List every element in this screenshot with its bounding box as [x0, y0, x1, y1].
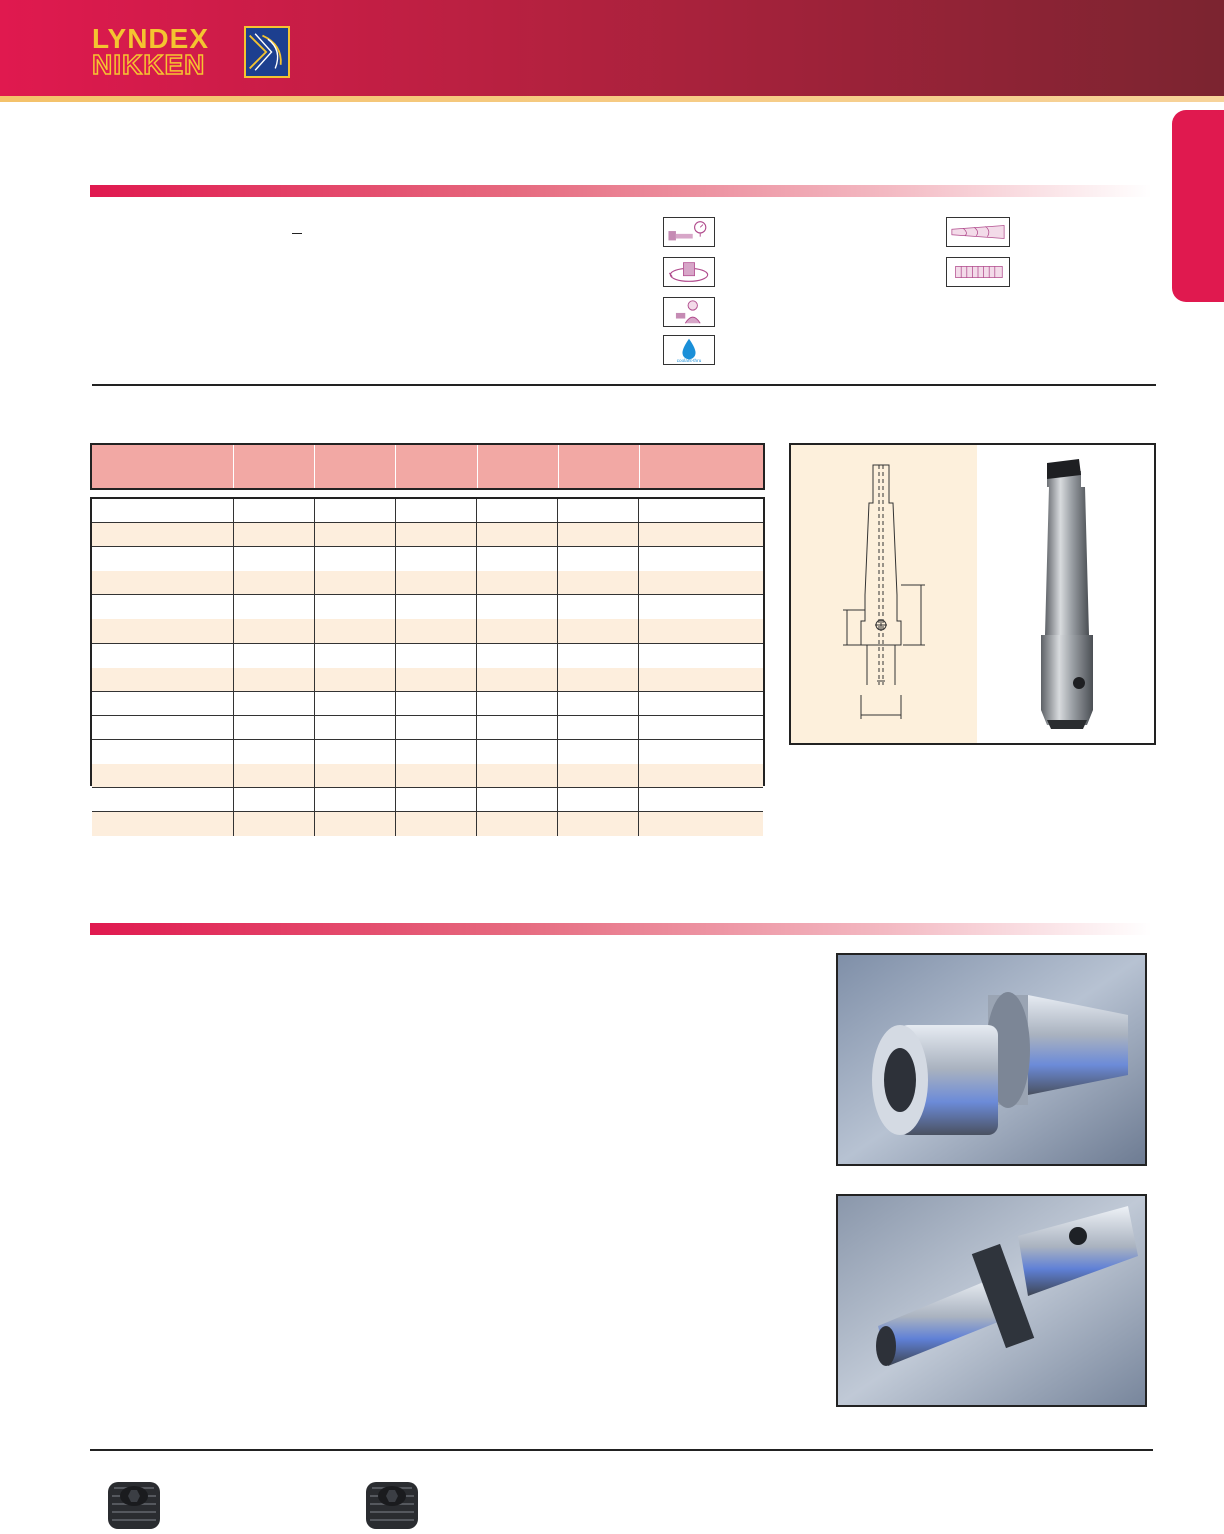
table-cell	[315, 812, 396, 836]
header-accent-rule	[0, 96, 1224, 102]
table-cell	[396, 812, 477, 836]
table-cell	[477, 668, 558, 691]
spec-table	[90, 443, 765, 843]
table-cell	[234, 619, 315, 642]
table-cell	[558, 668, 639, 691]
table-cell	[396, 764, 477, 787]
table-row	[92, 788, 763, 812]
table-cell	[234, 716, 315, 739]
table-cell	[92, 595, 234, 619]
shank-photo	[977, 445, 1154, 743]
table-row	[92, 692, 763, 716]
table-cell	[477, 595, 558, 619]
table-row	[92, 644, 763, 668]
table-cell	[234, 499, 315, 522]
section-divider	[92, 384, 1156, 386]
table-cell	[639, 644, 763, 668]
table-cell	[396, 547, 477, 571]
table-cell	[477, 644, 558, 668]
table-cell	[477, 571, 558, 594]
table-cell	[639, 547, 763, 571]
header-cell	[478, 445, 559, 488]
logo-swirl-icon	[246, 28, 288, 76]
table-cell	[396, 716, 477, 739]
table-cell	[92, 716, 234, 739]
header-cell	[640, 445, 763, 488]
table-cell	[639, 619, 763, 642]
table-cell	[558, 619, 639, 642]
logo-line-2: NIKKEN	[92, 49, 206, 80]
table-row	[92, 716, 763, 740]
table-cell	[477, 716, 558, 739]
table-cell	[639, 668, 763, 691]
table-cell	[558, 812, 639, 836]
table-cell	[477, 788, 558, 811]
table-cell	[315, 668, 396, 691]
table-cell	[558, 571, 639, 594]
table-cell	[396, 523, 477, 546]
balance-rotation-icon	[663, 257, 715, 287]
table-cell	[92, 812, 234, 836]
table-cell	[234, 788, 315, 811]
table-row	[92, 499, 763, 523]
table-row	[92, 812, 763, 836]
endmill-icon	[946, 217, 1010, 247]
table-cell	[234, 812, 315, 836]
table-cell	[234, 764, 315, 787]
dimension-drawing-svg	[791, 445, 977, 743]
table-row	[92, 619, 763, 643]
table-cell	[396, 692, 477, 715]
table-row	[92, 547, 763, 571]
table-cell	[477, 523, 558, 546]
table-cell	[92, 644, 234, 668]
table-row	[92, 523, 763, 547]
table-cell	[315, 499, 396, 522]
table-cell	[558, 523, 639, 546]
header-cell	[234, 445, 315, 488]
table-cell	[315, 740, 396, 764]
coolant-thru-caption: coolant-thru	[676, 358, 702, 364]
table-cell	[315, 595, 396, 619]
table-cell	[477, 764, 558, 787]
table-cell	[315, 547, 396, 571]
header-cell	[396, 445, 477, 488]
table-row	[92, 668, 763, 692]
table-cell	[315, 764, 396, 787]
table-cell	[558, 499, 639, 522]
operator-icon	[663, 297, 715, 327]
table-cell	[234, 692, 315, 715]
table-cell	[92, 740, 234, 764]
table-cell	[315, 692, 396, 715]
table-cell	[558, 595, 639, 619]
table-cell	[92, 547, 234, 571]
spec-table-body	[90, 497, 765, 786]
table-cell	[639, 740, 763, 764]
table-cell	[396, 788, 477, 811]
table-cell	[315, 788, 396, 811]
table-cell	[477, 812, 558, 836]
table-cell	[234, 595, 315, 619]
table-cell	[92, 692, 234, 715]
table-cell	[639, 571, 763, 594]
table-cell	[558, 788, 639, 811]
table-cell	[558, 547, 639, 571]
table-cell	[639, 812, 763, 836]
table-cell	[558, 764, 639, 787]
table-cell	[234, 523, 315, 546]
runout-gauge-icon	[663, 217, 715, 247]
table-cell	[234, 668, 315, 691]
table-cell	[639, 788, 763, 811]
table-cell	[639, 692, 763, 715]
accessory-divider	[90, 1449, 1153, 1451]
table-cell	[92, 523, 234, 546]
section-band-top	[90, 185, 1152, 197]
table-cell	[477, 740, 558, 764]
table-row	[92, 740, 763, 764]
table-cell	[315, 571, 396, 594]
set-screw-icon	[104, 1474, 164, 1529]
table-cell	[558, 740, 639, 764]
section-side-tab[interactable]	[1172, 110, 1224, 302]
table-cell	[477, 547, 558, 571]
side-lock-holder-photo	[836, 1194, 1147, 1407]
header-cell	[559, 445, 640, 488]
table-cell	[396, 644, 477, 668]
table-cell	[396, 595, 477, 619]
table-cell	[396, 499, 477, 522]
logo-line-1: LYNDEX	[92, 23, 210, 54]
table-cell	[234, 547, 315, 571]
table-cell	[234, 740, 315, 764]
logo-emblem-icon	[244, 26, 290, 78]
table-cell	[639, 499, 763, 522]
coolant-thru-icon	[663, 335, 715, 365]
holder-diagram-panel	[789, 443, 1156, 745]
end-mill-holder-photo	[836, 953, 1147, 1166]
table-cell	[639, 523, 763, 546]
table-cell	[639, 716, 763, 739]
table-cell	[234, 571, 315, 594]
table-cell	[315, 523, 396, 546]
spec-table-header	[90, 443, 765, 490]
table-cell	[396, 619, 477, 642]
table-cell	[639, 764, 763, 787]
table-cell	[92, 668, 234, 691]
table-cell	[234, 644, 315, 668]
table-cell	[639, 595, 763, 619]
table-cell	[92, 571, 234, 594]
header-cell	[92, 445, 234, 488]
table-row	[92, 571, 763, 595]
table-row	[92, 595, 763, 619]
table-cell	[92, 788, 234, 811]
table-cell	[396, 668, 477, 691]
table-cell	[558, 716, 639, 739]
table-cell	[558, 692, 639, 715]
table-cell	[396, 740, 477, 764]
table-row	[92, 764, 763, 788]
threaded-shank-icon	[946, 257, 1010, 287]
table-cell	[477, 499, 558, 522]
table-cell	[315, 716, 396, 739]
text-dash-mark	[292, 233, 302, 234]
section-band-bottom	[90, 923, 1152, 935]
table-cell	[315, 644, 396, 668]
table-cell	[315, 619, 396, 642]
table-cell	[92, 619, 234, 642]
table-cell	[396, 571, 477, 594]
set-screw-icon	[362, 1474, 422, 1529]
table-cell	[477, 692, 558, 715]
header-cell	[315, 445, 396, 488]
table-cell	[477, 619, 558, 642]
table-cell	[92, 764, 234, 787]
table-cell	[558, 644, 639, 668]
brand-logo[interactable]	[92, 23, 292, 80]
dimension-drawing	[791, 445, 977, 743]
table-cell	[92, 499, 234, 522]
